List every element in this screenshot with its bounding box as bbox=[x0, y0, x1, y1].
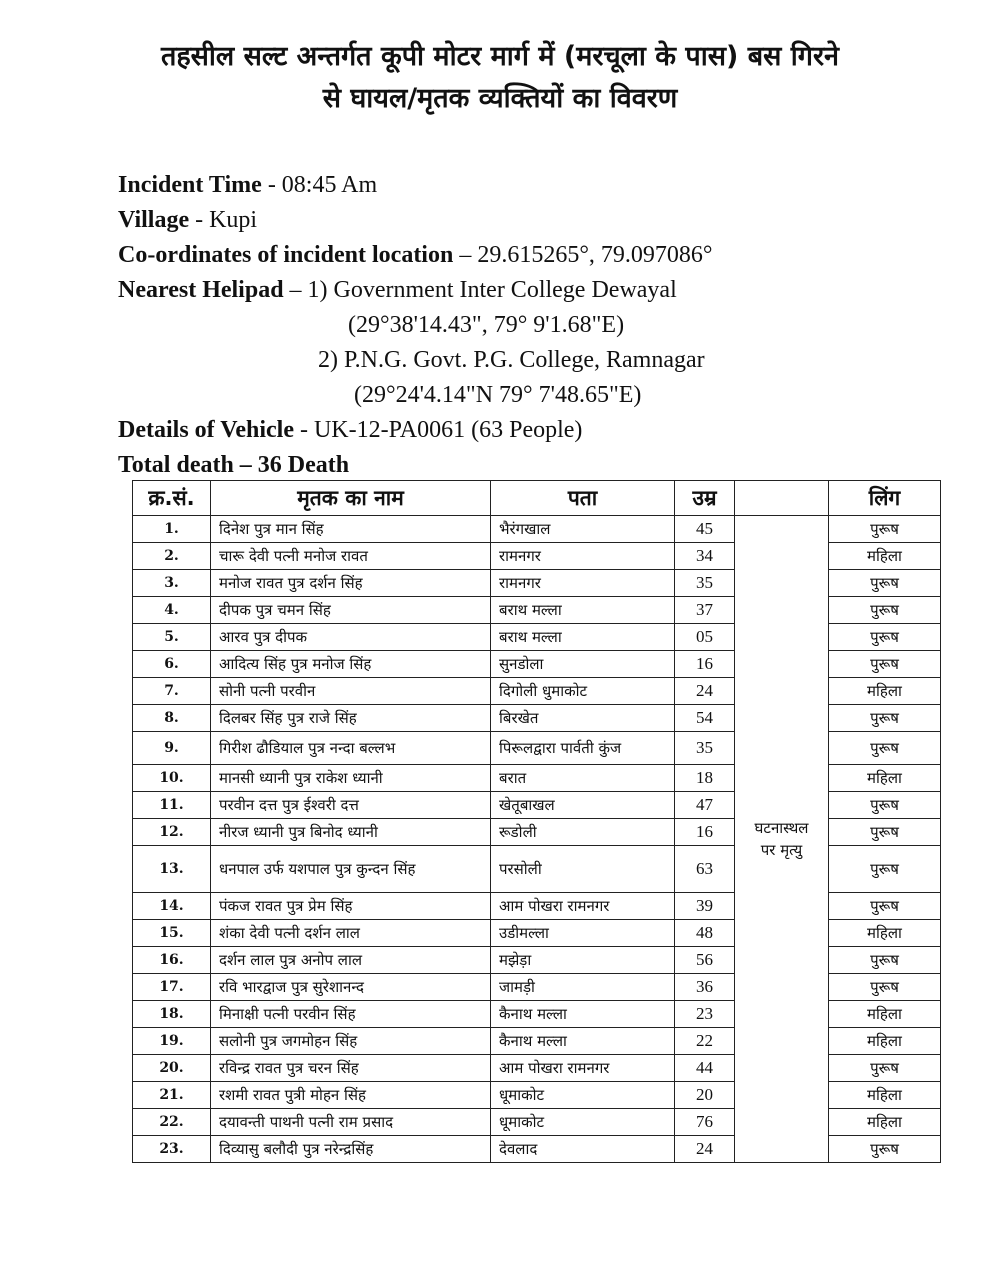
name-cell: पंकज रावत पुत्र प्रेम सिंह bbox=[211, 893, 491, 920]
gender-cell: पुरूष bbox=[829, 974, 941, 1001]
address-cell: दिगोली धुमाकोट bbox=[491, 678, 675, 705]
age-cell: 23 bbox=[675, 1001, 735, 1028]
helipad-2: 2) P.N.G. Govt. P.G. College, Ramnagar bbox=[318, 347, 705, 373]
serial-cell: 12. bbox=[133, 819, 211, 846]
address-cell: खेतूबाखल bbox=[491, 792, 675, 819]
title-line-1: तहसील सल्ट अन्तर्गत कूपी मोटर मार्ग में (मरचूला के पास) बस गिरने bbox=[160, 41, 840, 72]
age-cell: 39 bbox=[675, 893, 735, 920]
serial-cell: 8. bbox=[133, 705, 211, 732]
gender-cell: पुरूष bbox=[829, 846, 941, 893]
address-cell: रूडोली bbox=[491, 819, 675, 846]
vehicle-details: Details of Vehicle - UK-12-PA0061 (63 People) bbox=[118, 417, 583, 443]
table-row bbox=[133, 516, 941, 543]
serial-cell: 21. bbox=[133, 1082, 211, 1109]
serial-cell: 7. bbox=[133, 678, 211, 705]
table-header-row bbox=[133, 481, 941, 516]
address-cell: कैनाथ मल्ला bbox=[491, 1028, 675, 1055]
address-cell: उडीमल्ला bbox=[491, 920, 675, 947]
serial-cell: 5. bbox=[133, 624, 211, 651]
header-status bbox=[735, 481, 829, 516]
name-cell: परवीन दत्त पुत्र ईश्वरी दत्त bbox=[211, 792, 491, 819]
header-gender: लिंग bbox=[829, 481, 941, 516]
serial-cell: 18. bbox=[133, 1001, 211, 1028]
serial-cell: 14. bbox=[133, 893, 211, 920]
age-cell: 35 bbox=[675, 732, 735, 765]
address-cell: जामड़ी bbox=[491, 974, 675, 1001]
name-cell: धनपाल उर्फ यशपाल पुत्र कुन्दन सिंह bbox=[211, 846, 491, 893]
gender-cell: महिला bbox=[829, 543, 941, 570]
age-cell: 48 bbox=[675, 920, 735, 947]
serial-cell: 2. bbox=[133, 543, 211, 570]
gender-cell: पुरूष bbox=[829, 597, 941, 624]
header-serial: क्र.सं. bbox=[133, 481, 211, 516]
gender-cell: पुरूष bbox=[829, 651, 941, 678]
address-cell: आम पोखरा रामनगर bbox=[491, 1055, 675, 1082]
incident-time: Incident Time - 08:45 Am bbox=[118, 172, 378, 198]
address-cell: मझेड़ा bbox=[491, 947, 675, 974]
death-status-line-1: घटनास्थल bbox=[754, 819, 809, 837]
name-cell: मनोज रावत पुत्र दर्शन सिंह bbox=[211, 570, 491, 597]
name-cell: आरव पुत्र दीपक bbox=[211, 624, 491, 651]
address-cell: सुनडोला bbox=[491, 651, 675, 678]
gender-cell: पुरूष bbox=[829, 516, 941, 543]
name-cell: गिरीश ढौडियाल पुत्र नन्दा बल्लभ bbox=[211, 732, 491, 765]
death-status-cell bbox=[735, 516, 829, 1163]
address-cell: बराथ मल्ला bbox=[491, 597, 675, 624]
gender-cell: पुरूष bbox=[829, 893, 941, 920]
document-title bbox=[70, 36, 930, 120]
serial-cell: 3. bbox=[133, 570, 211, 597]
gender-cell: महिला bbox=[829, 920, 941, 947]
age-cell: 05 bbox=[675, 624, 735, 651]
address-cell: धूमाकोट bbox=[491, 1082, 675, 1109]
serial-cell: 4. bbox=[133, 597, 211, 624]
casualty-table bbox=[132, 480, 941, 1163]
name-cell: सोनी पत्नी परवीन bbox=[211, 678, 491, 705]
address-cell: बराथ मल्ला bbox=[491, 624, 675, 651]
age-cell: 37 bbox=[675, 597, 735, 624]
coordinates: Co-ordinates of incident location – 29.615265°, 79.097086° bbox=[118, 242, 713, 268]
age-cell: 45 bbox=[675, 516, 735, 543]
serial-cell: 11. bbox=[133, 792, 211, 819]
name-cell: दर्शन लाल पुत्र अनोप लाल bbox=[211, 947, 491, 974]
header-age: उम्र bbox=[675, 481, 735, 516]
gender-cell: महिला bbox=[829, 1028, 941, 1055]
serial-cell: 16. bbox=[133, 947, 211, 974]
gender-cell: पुरूष bbox=[829, 732, 941, 765]
address-cell: धूमाकोट bbox=[491, 1109, 675, 1136]
address-cell: पिरूलद्वारा पार्वती कुंज bbox=[491, 732, 675, 765]
name-cell: रशमी रावत पुत्री मोहन सिंह bbox=[211, 1082, 491, 1109]
address-cell: रामनगर bbox=[491, 543, 675, 570]
age-cell: 44 bbox=[675, 1055, 735, 1082]
age-cell: 24 bbox=[675, 678, 735, 705]
name-cell: नीरज ध्यानी पुत्र बिनोद ध्यानी bbox=[211, 819, 491, 846]
name-cell: मानसी ध्यानी पुत्र राकेश ध्यानी bbox=[211, 765, 491, 792]
gender-cell: महिला bbox=[829, 765, 941, 792]
incident-info bbox=[118, 168, 898, 483]
name-cell: सलोनी पुत्र जगमोहन सिंह bbox=[211, 1028, 491, 1055]
name-cell: दिलबर सिंह पुत्र राजे सिंह bbox=[211, 705, 491, 732]
total-death: Total death – 36 Death bbox=[118, 452, 350, 478]
address-cell: बिरखेत bbox=[491, 705, 675, 732]
serial-cell: 22. bbox=[133, 1109, 211, 1136]
address-cell: कैनाथ मल्ला bbox=[491, 1001, 675, 1028]
serial-cell: 23. bbox=[133, 1136, 211, 1163]
serial-cell: 10. bbox=[133, 765, 211, 792]
serial-cell: 13. bbox=[133, 846, 211, 893]
gender-cell: पुरूष bbox=[829, 570, 941, 597]
age-cell: 20 bbox=[675, 1082, 735, 1109]
age-cell: 76 bbox=[675, 1109, 735, 1136]
address-cell: परसोली bbox=[491, 846, 675, 893]
gender-cell: पुरूष bbox=[829, 947, 941, 974]
gender-cell: महिला bbox=[829, 1109, 941, 1136]
gender-cell: महिला bbox=[829, 1001, 941, 1028]
address-cell: बरात bbox=[491, 765, 675, 792]
helipad-2-coords: (29°24'4.14"N 79° 7'48.65"E) bbox=[354, 382, 642, 408]
gender-cell: पुरूष bbox=[829, 1055, 941, 1082]
age-cell: 16 bbox=[675, 819, 735, 846]
serial-cell: 1. bbox=[133, 516, 211, 543]
header-address: पता bbox=[491, 481, 675, 516]
name-cell: दिनेश पुत्र मान सिंह bbox=[211, 516, 491, 543]
name-cell: शंका देवी पत्नी दर्शन लाल bbox=[211, 920, 491, 947]
serial-cell: 6. bbox=[133, 651, 211, 678]
village: Village - Kupi bbox=[118, 207, 258, 233]
serial-cell: 9. bbox=[133, 732, 211, 765]
serial-cell: 15. bbox=[133, 920, 211, 947]
helipad-1-coords: (29°38'14.43", 79° 9'1.68"E) bbox=[348, 312, 625, 338]
age-cell: 18 bbox=[675, 765, 735, 792]
age-cell: 22 bbox=[675, 1028, 735, 1055]
gender-cell: पुरूष bbox=[829, 624, 941, 651]
title-line-2: से घायल/मृतक व्यक्तियों का विवरण bbox=[322, 83, 678, 114]
age-cell: 63 bbox=[675, 846, 735, 893]
gender-cell: पुरूष bbox=[829, 705, 941, 732]
age-cell: 34 bbox=[675, 543, 735, 570]
header-name: मृतक का नाम bbox=[211, 481, 491, 516]
name-cell: दिव्यासु बलौदी पुत्र नरेन्द्रसिंह bbox=[211, 1136, 491, 1163]
address-cell: रामनगर bbox=[491, 570, 675, 597]
name-cell: रवि भारद्वाज पुत्र सुरेशानन्द bbox=[211, 974, 491, 1001]
address-cell: भैरंगखाल bbox=[491, 516, 675, 543]
age-cell: 24 bbox=[675, 1136, 735, 1163]
serial-cell: 20. bbox=[133, 1055, 211, 1082]
name-cell: चारू देवी पत्नी मनोज रावत bbox=[211, 543, 491, 570]
gender-cell: पुरूष bbox=[829, 819, 941, 846]
nearest-helipad: Nearest Helipad – 1) Government Inter College Dewayal bbox=[118, 277, 677, 303]
age-cell: 36 bbox=[675, 974, 735, 1001]
gender-cell: महिला bbox=[829, 1082, 941, 1109]
name-cell: दयावन्ती पाथनी पत्नी राम प्रसाद bbox=[211, 1109, 491, 1136]
gender-cell: पुरूष bbox=[829, 1136, 941, 1163]
death-status-line-2: पर मृत्यु bbox=[760, 841, 803, 859]
age-cell: 47 bbox=[675, 792, 735, 819]
name-cell: दीपक पुत्र चमन सिंह bbox=[211, 597, 491, 624]
age-cell: 16 bbox=[675, 651, 735, 678]
name-cell: रविन्द्र रावत पुत्र चरन सिंह bbox=[211, 1055, 491, 1082]
gender-cell: पुरूष bbox=[829, 792, 941, 819]
age-cell: 35 bbox=[675, 570, 735, 597]
name-cell: आदित्य सिंह पुत्र मनोज सिंह bbox=[211, 651, 491, 678]
serial-cell: 17. bbox=[133, 974, 211, 1001]
address-cell: आम पोखरा रामनगर bbox=[491, 893, 675, 920]
age-cell: 56 bbox=[675, 947, 735, 974]
gender-cell: महिला bbox=[829, 678, 941, 705]
serial-cell: 19. bbox=[133, 1028, 211, 1055]
address-cell: देवलाद bbox=[491, 1136, 675, 1163]
name-cell: मिनाक्षी पत्नी परवीन सिंह bbox=[211, 1001, 491, 1028]
age-cell: 54 bbox=[675, 705, 735, 732]
